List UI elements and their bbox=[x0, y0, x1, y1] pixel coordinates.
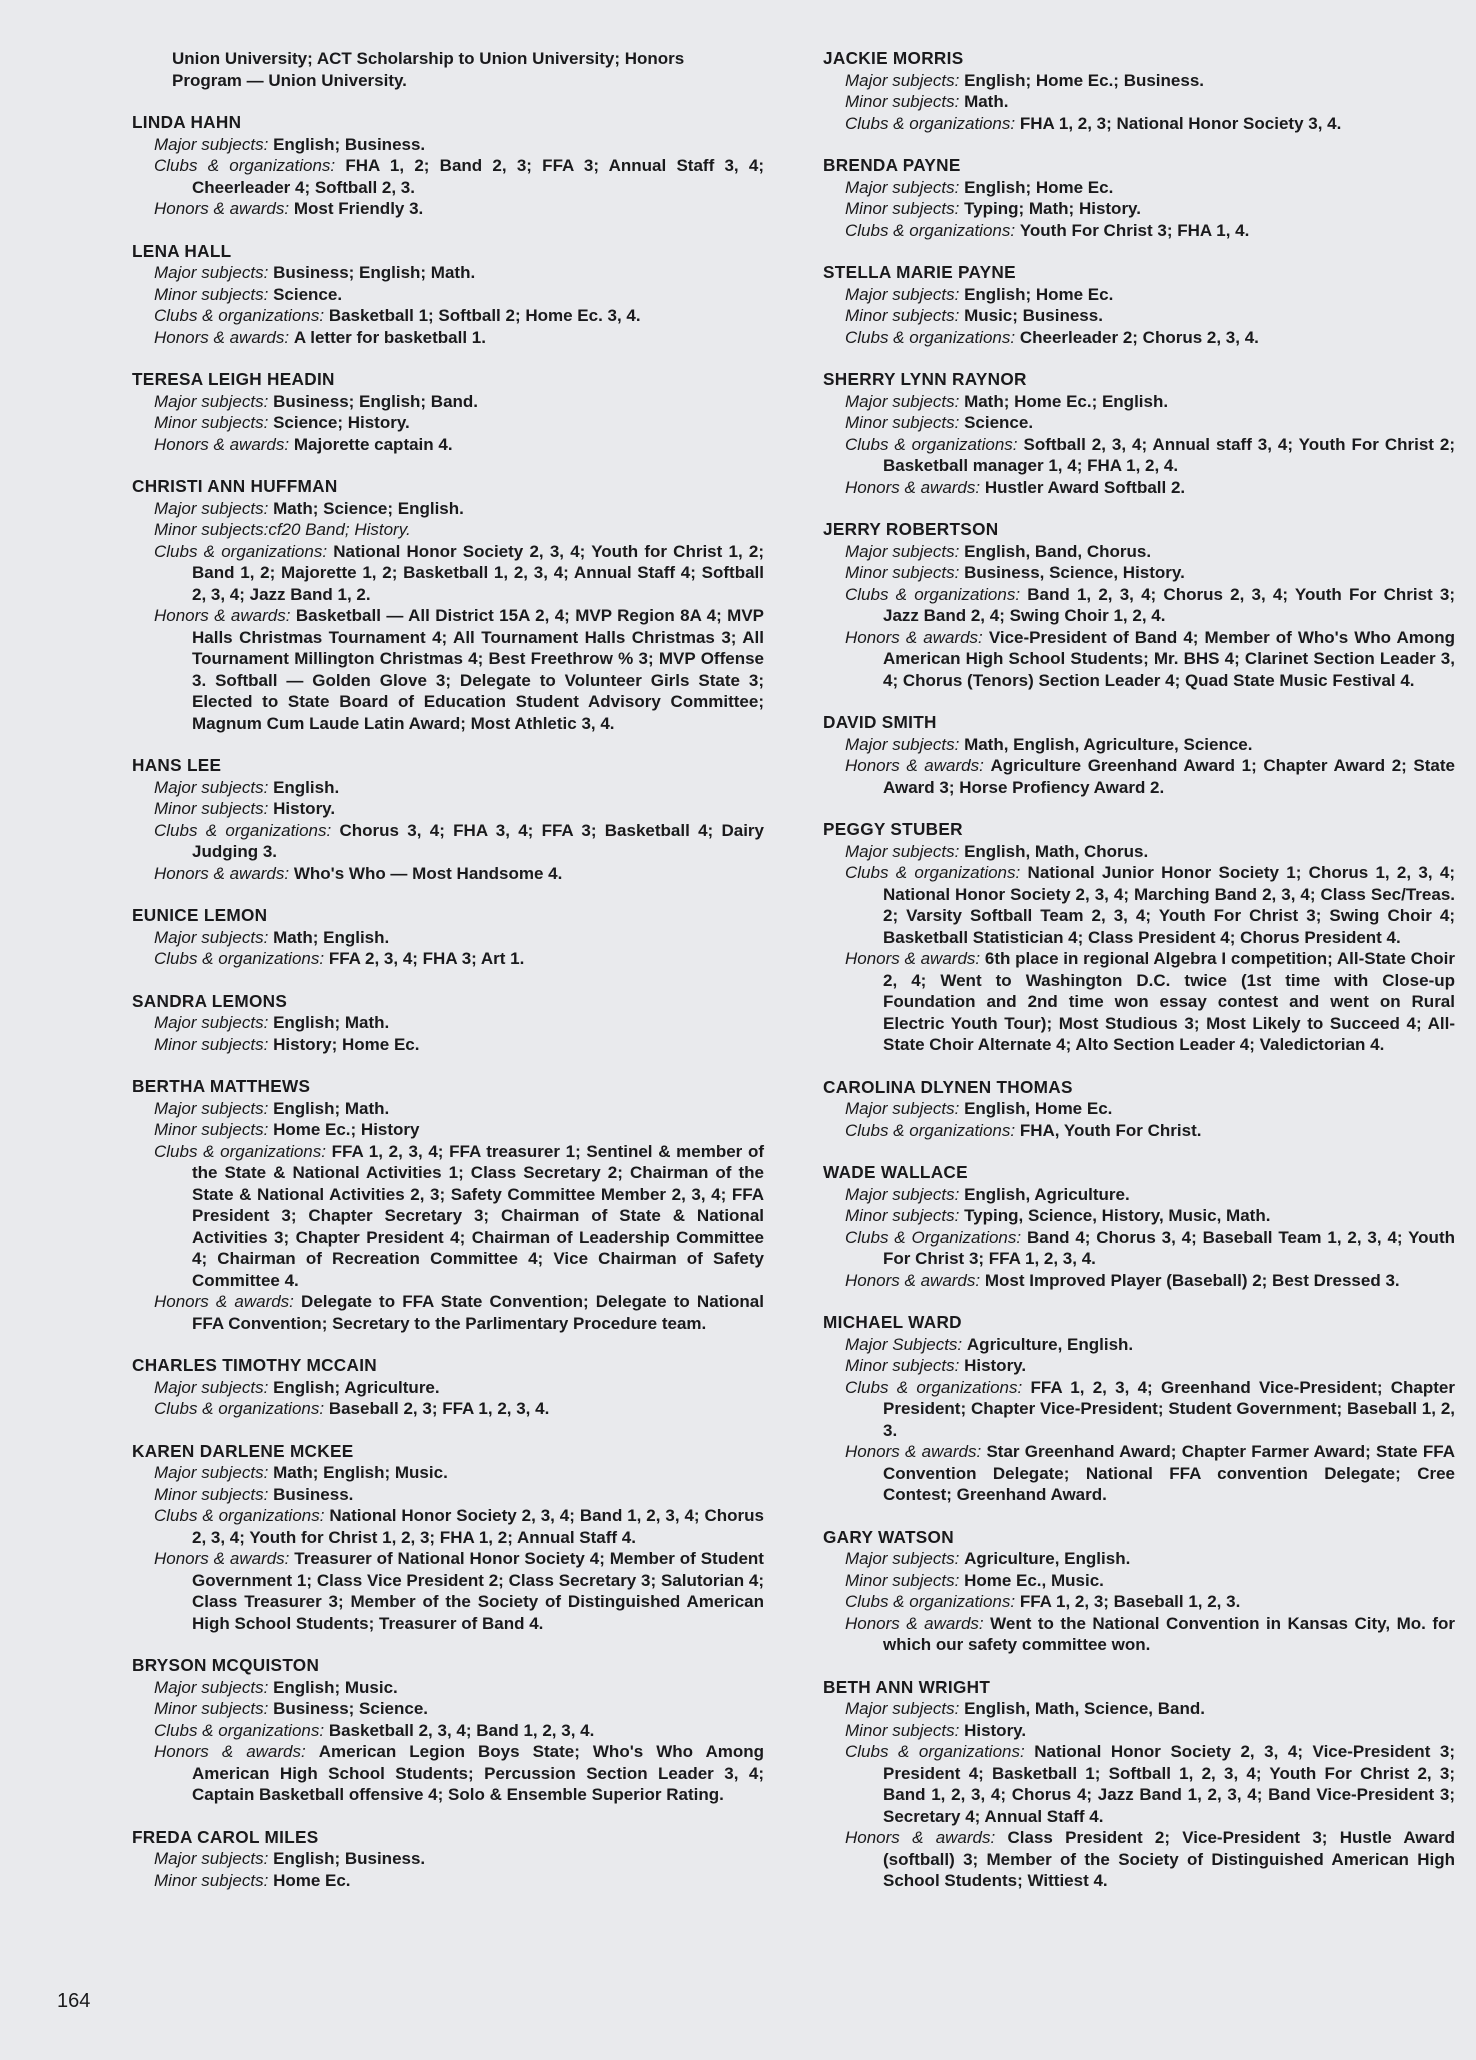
student-name: EUNICE LEMON bbox=[132, 905, 268, 925]
field-value: Business; Science. bbox=[273, 1699, 429, 1718]
entry-field bbox=[132, 1741, 764, 1806]
field-label: Major subjects: bbox=[845, 734, 960, 754]
field-value: English. bbox=[273, 777, 340, 797]
entry-field bbox=[823, 841, 1455, 863]
field-value: English; Business. bbox=[273, 134, 426, 154]
student-entry bbox=[823, 155, 1455, 241]
entry-field bbox=[823, 198, 1455, 220]
student-name: TERESA LEIGH HEADIN bbox=[132, 369, 335, 389]
field-label: Honors & awards: bbox=[845, 949, 981, 968]
left-column bbox=[132, 48, 764, 1912]
field-value: English; Math. bbox=[273, 1098, 390, 1118]
field-label: Clubs & organizations: bbox=[154, 1399, 325, 1418]
student-name: BRYSON MCQUISTON bbox=[132, 1655, 320, 1675]
student-name: HANS LEE bbox=[132, 755, 222, 775]
student-entry bbox=[823, 1162, 1455, 1291]
field-label: Honors & awards: bbox=[154, 434, 290, 454]
entry-field bbox=[132, 605, 764, 734]
field-label: Major subjects: bbox=[845, 391, 960, 411]
field-label: Clubs & Organizations: bbox=[845, 1227, 1022, 1247]
student-name: SANDRA LEMONS bbox=[132, 990, 288, 1011]
student-entry bbox=[132, 241, 764, 349]
field-value: Basketball 1; Softball 2; Home Ec. 3, 4. bbox=[328, 306, 641, 325]
field-label: Major subjects: bbox=[154, 927, 269, 947]
field-value: English; Music. bbox=[273, 1677, 398, 1697]
field-label: Minor subjects: bbox=[845, 1356, 960, 1375]
student-name: BERTHA MATTHEWS bbox=[132, 1076, 311, 1096]
field-label: Major subjects: bbox=[154, 1377, 269, 1397]
entry-field bbox=[823, 1720, 1455, 1742]
entry-field bbox=[132, 1141, 764, 1292]
field-label: Major subjects: bbox=[154, 1098, 269, 1118]
student-name: WADE WALLACE bbox=[823, 1162, 968, 1182]
entry-field bbox=[823, 1741, 1455, 1827]
field-value: Home Ec., Music. bbox=[964, 1570, 1104, 1590]
field-value: English; Home Ec. bbox=[964, 284, 1114, 304]
field-label: Major subjects: bbox=[845, 70, 960, 90]
field-value: English; Home Ec. bbox=[964, 177, 1114, 197]
field-value: Science; History. bbox=[273, 413, 410, 432]
entry-field bbox=[823, 70, 1455, 92]
student-entry bbox=[823, 262, 1455, 348]
field-label: Honors & awards: bbox=[154, 1549, 290, 1568]
field-label: Major Subjects: bbox=[845, 1334, 963, 1354]
entry-field bbox=[132, 1870, 764, 1892]
field-value: English; Agriculture. bbox=[273, 1377, 440, 1397]
field-value: National Honor Society 2, 3, 4; Vice-President 3; President 4; Basketball 1; Softball 1, 2, 3, 4; Youth For Christ 2, 3; Band 1, 2, 3, 4; Chorus 4; Jazz Band 1, 2, 3, 4; Band Vice-President 3; Secretary 4; Annual Staff 4. bbox=[883, 1742, 1456, 1826]
right-entries bbox=[823, 48, 1455, 1892]
field-label: Minor subjects:cf20 Band; History. bbox=[154, 520, 411, 539]
student-entry bbox=[132, 476, 764, 734]
field-label: Major subjects: bbox=[845, 541, 960, 561]
field-label: Major subjects: bbox=[845, 1549, 960, 1568]
entry-field bbox=[132, 1848, 764, 1870]
field-value: Science. bbox=[964, 413, 1034, 432]
field-value: National Honor Society 2, 3, 4; Band 1, 2, 3, 4; Chorus 2, 3, 4; Youth for Christ 1, 2, 3; FHA 1, 2; Annual Staff 4. bbox=[192, 1506, 764, 1547]
field-label: Clubs & organizations: bbox=[845, 434, 1018, 454]
entry-field bbox=[132, 798, 764, 820]
field-value: FHA, Youth For Christ. bbox=[1019, 1120, 1202, 1140]
field-value: Agriculture, English. bbox=[966, 1334, 1134, 1354]
student-entry bbox=[132, 1441, 764, 1635]
field-label: Major subjects: bbox=[154, 1013, 269, 1032]
entry-field bbox=[132, 1377, 764, 1399]
field-label: Honors & awards: bbox=[154, 606, 291, 625]
field-label: Minor subjects: bbox=[154, 1484, 269, 1504]
entry-field bbox=[132, 1012, 764, 1034]
entry-field bbox=[823, 434, 1455, 477]
field-value: Music; Business. bbox=[964, 306, 1103, 325]
field-label: Minor subjects: bbox=[154, 1699, 269, 1718]
field-value: Business, Science, History. bbox=[964, 563, 1185, 582]
field-label: Major subjects: bbox=[845, 284, 960, 304]
field-label: Major subjects: bbox=[154, 1463, 269, 1482]
field-label: Honors & awards: bbox=[845, 1613, 984, 1633]
field-value: Who's Who — Most Handsome 4. bbox=[293, 863, 563, 883]
field-label: Minor subjects: bbox=[845, 306, 960, 325]
field-label: Minor subjects: bbox=[845, 1206, 960, 1225]
field-value: Math; Home Ec.; English. bbox=[964, 391, 1169, 411]
field-value: Cheerleader 2; Chorus 2, 3, 4. bbox=[1019, 327, 1259, 347]
entry-field bbox=[132, 1698, 764, 1720]
field-label: Major subjects: bbox=[154, 498, 269, 518]
entry-field bbox=[132, 198, 764, 220]
student-name: FREDA CAROL MILES bbox=[132, 1826, 319, 1847]
student-entry bbox=[132, 991, 764, 1056]
field-label: Minor subjects: bbox=[154, 1120, 269, 1139]
student-entry bbox=[823, 48, 1455, 134]
field-value: English, Band, Chorus. bbox=[964, 541, 1152, 561]
student-entry bbox=[823, 1527, 1455, 1656]
student-name: CHRISTI ANN HUFFMAN bbox=[132, 476, 338, 496]
field-value: National Honor Society 2, 3, 4; Youth for Christ 1, 2; Band 1, 2; Majorette 1, 2; Basketball 1, 2, 3, 4; Annual Staff 4; Softball 2, 3, 4; Jazz Band 1, 2. bbox=[192, 541, 764, 604]
field-label: Minor subjects: bbox=[845, 413, 960, 432]
field-value: 6th place in regional Algebra I competition; All-State Choir 2, 4; Went to Washington D.C. twice (1st time with Close-up Foundation and 2nd time won essay contest and went on Rural Electric Youth Tour); Most Studious 3; Most Likely to Succeed 4; All-State Choir Alternate 4; Alto Section Leader 4; Valedictorian 4. bbox=[883, 949, 1455, 1054]
field-value: Business; English; Math. bbox=[273, 263, 476, 282]
field-value: FFA 1, 2, 3, 4; FFA treasurer 1; Sentinel & member of the State & National Activities 1; Class Secretary 2; Chairman of the State & National Activities 2, 3; Safety Committee Member 2, 3, 4; FFA President 3; Chapter Secretary 3; Chairman of State & National Activities 3; Chapter President 4; Chairman of Leadership Committee 4; Chairman of Recreation Committee 4; Vice Chairman of Safety Committee 4. bbox=[192, 1141, 764, 1290]
entry-field bbox=[132, 1398, 764, 1420]
field-value: Star Greenhand Award; Chapter Farmer Award; State FFA Convention Delegate; National FFA convention Delegate; Cree Contest; Greenhand Award. bbox=[883, 1442, 1455, 1504]
field-value: Band 4; Chorus 3, 4; Baseball Team 1, 2, 3, 4; Youth For Christ 3; FFA 1, 2, 3, 4. bbox=[883, 1227, 1455, 1268]
student-name: BETH ANN WRIGHT bbox=[823, 1676, 991, 1697]
entry-field bbox=[823, 1205, 1455, 1227]
field-value: English, Math, Chorus. bbox=[964, 841, 1149, 861]
field-label: Honors & awards: bbox=[845, 477, 981, 497]
entry-field bbox=[823, 477, 1455, 499]
field-value: History. bbox=[273, 799, 336, 818]
entry-field bbox=[823, 1591, 1455, 1613]
field-label: Clubs & organizations: bbox=[845, 327, 1016, 347]
entry-field bbox=[132, 391, 764, 413]
entry-field bbox=[132, 1484, 764, 1506]
field-value: FHA 1, 2; Band 2, 3; FFA 3; Annual Staff 3, 4; Cheerleader 4; Softball 2, 3. bbox=[192, 156, 764, 197]
field-label: Clubs & organizations: bbox=[154, 1720, 325, 1740]
student-entry bbox=[132, 1076, 764, 1334]
student-name: STELLA MARIE PAYNE bbox=[823, 262, 1016, 282]
field-value: FHA 1, 2, 3; National Honor Society 3, 4. bbox=[1019, 113, 1342, 133]
student-name: JERRY ROBERTSON bbox=[823, 519, 999, 539]
entry-field bbox=[132, 412, 764, 434]
field-value: Went to the National Convention in Kansas City, Mo. for which our safety committee won. bbox=[883, 1613, 1455, 1654]
student-entry bbox=[132, 1827, 764, 1892]
entry-field bbox=[823, 1270, 1455, 1292]
student-entry bbox=[823, 1677, 1455, 1892]
field-value: English; Math. bbox=[273, 1013, 390, 1032]
student-name: MICHAEL WARD bbox=[823, 1312, 962, 1332]
entry-field bbox=[132, 519, 764, 541]
entry-field bbox=[823, 1227, 1455, 1270]
field-value: Treasurer of National Honor Society 4; Member of Student Government 1; Class Vice President 2; Class Secretary 3; Salutorian 4; Class Treasurer 3; Member of the Society of Distinguished American High School Students; Treasurer of Band 4. bbox=[192, 1549, 764, 1633]
entry-field bbox=[823, 305, 1455, 327]
field-label: Major subjects: bbox=[154, 777, 269, 797]
continued-line-1: Union University; ACT Scholarship to Union University; Honors bbox=[172, 49, 685, 68]
student-entry bbox=[132, 1355, 764, 1420]
entry-field bbox=[823, 1355, 1455, 1377]
entry-field bbox=[132, 284, 764, 306]
student-entry bbox=[823, 1312, 1455, 1506]
entry-field bbox=[823, 327, 1455, 349]
field-value: A letter for basketball 1. bbox=[293, 327, 486, 347]
field-label: Major subjects: bbox=[845, 1099, 960, 1118]
entry-field bbox=[132, 1034, 764, 1056]
entry-field bbox=[132, 134, 764, 156]
field-value: Chorus 3, 4; FHA 3, 4; FFA 3; Basketball 4; Dairy Judging 3. bbox=[192, 820, 765, 861]
field-value: National Junior Honor Society 1; Chorus 1, 2, 3, 4; National Honor Society 2, 3, 4; Marching Band 2, 3, 4; Class Sec/Treas. 2; Varsity Softball Team 2, 3, 4; Youth For Christ 3; Swing Choir 4; Basketball Statistician 4; Class President 4; Chorus President 4. bbox=[883, 863, 1455, 947]
entry-field bbox=[823, 627, 1455, 692]
field-label: Clubs & organizations: bbox=[154, 1141, 326, 1161]
field-label: Minor subjects: bbox=[845, 1570, 960, 1590]
field-value: FFA 1, 2, 3, 4; Greenhand Vice-President; Chapter President; Chapter Vice-President; Student Government; Baseball 1, 2, 3. bbox=[883, 1377, 1455, 1440]
field-value: Delegate to FFA State Convention; Delegate to National FFA Convention; Secretary to the Parlimentary Procedure team. bbox=[192, 1292, 764, 1333]
field-value: History. bbox=[964, 1720, 1027, 1740]
field-label: Minor subjects: bbox=[845, 199, 960, 218]
field-value: English, Math, Science, Band. bbox=[964, 1699, 1205, 1718]
entry-field bbox=[823, 1441, 1455, 1506]
field-label: Clubs & organizations: bbox=[154, 541, 328, 561]
field-value: History. bbox=[964, 1356, 1027, 1375]
field-value: English, Home Ec. bbox=[964, 1099, 1113, 1118]
field-label: Minor subjects: bbox=[154, 413, 269, 432]
field-label: Major subjects: bbox=[845, 1699, 960, 1718]
field-label: Major subjects: bbox=[845, 177, 960, 197]
student-name: CHARLES TIMOTHY MCCAIN bbox=[132, 1355, 377, 1375]
right-column bbox=[823, 48, 1455, 1913]
field-label: Major subjects: bbox=[154, 1677, 269, 1697]
entry-field bbox=[132, 155, 764, 198]
student-name: JACKIE MORRIS bbox=[823, 48, 964, 68]
field-label: Honors & awards: bbox=[845, 756, 984, 775]
student-name: SHERRY LYNN RAYNOR bbox=[823, 369, 1027, 389]
student-name: GARY WATSON bbox=[823, 1526, 954, 1547]
student-entry bbox=[132, 369, 764, 455]
entry-field bbox=[823, 91, 1455, 113]
entry-field bbox=[823, 755, 1455, 798]
entry-field bbox=[823, 412, 1455, 434]
continued-line-2: Program — Union University. bbox=[172, 70, 407, 90]
field-label: Clubs & organizations: bbox=[845, 113, 1016, 133]
entry-field bbox=[823, 113, 1455, 135]
field-label: Clubs & organizations: bbox=[154, 1506, 325, 1525]
field-value: History; Home Ec. bbox=[273, 1034, 420, 1054]
field-label: Honors & awards: bbox=[154, 327, 290, 347]
field-value: Basketball — All District 15A 2, 4; MVP Region 8A 4; MVP Halls Christmas Tournament 4; All Tournament Halls Christmas 3; All Tournament Millington Christmas 4; Best Freethrow % 3; MVP Offense 3. Softball — Golden Glove 3; Delegate to Volunteer Girls State 3; Elected to State Board of Education Student Advisory Committee; Magnum Cum Laude Latin Award; Most Athletic 3, 4. bbox=[192, 606, 764, 733]
field-label: Major subjects: bbox=[154, 1849, 269, 1868]
entry-field bbox=[823, 220, 1455, 242]
entry-field bbox=[132, 1462, 764, 1484]
field-label: Clubs & organizations: bbox=[845, 1592, 1016, 1611]
field-value: English, Agriculture. bbox=[964, 1184, 1130, 1204]
entry-field bbox=[132, 863, 764, 885]
field-value: Math; English. bbox=[273, 927, 390, 947]
entry-field bbox=[823, 1184, 1455, 1206]
entry-field bbox=[823, 1548, 1455, 1570]
student-entry bbox=[132, 905, 764, 970]
entry-field bbox=[823, 284, 1455, 306]
entry-field bbox=[132, 820, 764, 863]
field-value: Typing, Science, History, Music, Math. bbox=[964, 1206, 1271, 1225]
field-label: Minor subjects: bbox=[845, 1720, 960, 1740]
field-value: Vice-President of Band 4; Member of Who's Who Among American High School Students; Mr. BHS 4; Clarinet Section Leader 3, 4; Chorus (Tenors) Section Leader 4; Quad State Music Festival 4. bbox=[883, 627, 1455, 690]
field-label: Honors & awards: bbox=[845, 1828, 996, 1847]
entry-field bbox=[823, 1698, 1455, 1720]
field-label: Minor subjects: bbox=[154, 284, 269, 304]
entry-field bbox=[132, 1720, 764, 1742]
entry-field bbox=[132, 927, 764, 949]
entry-field bbox=[823, 734, 1455, 756]
entry-field bbox=[823, 177, 1455, 199]
entry-field bbox=[132, 498, 764, 520]
field-value: English; Business. bbox=[273, 1849, 426, 1868]
entry-field bbox=[823, 1377, 1455, 1442]
entry-field bbox=[132, 262, 764, 284]
entry-field bbox=[823, 862, 1455, 948]
field-label: Minor subjects: bbox=[845, 563, 960, 582]
field-label: Minor subjects: bbox=[154, 1034, 269, 1054]
field-value: Most Improved Player (Baseball) 2; Best Dressed 3. bbox=[984, 1270, 1400, 1290]
student-entry bbox=[132, 1655, 764, 1806]
field-label: Clubs & organizations: bbox=[845, 863, 1021, 882]
entry-field bbox=[823, 562, 1455, 584]
entry-field bbox=[823, 948, 1455, 1056]
field-value: Home Ec. bbox=[273, 1870, 351, 1890]
student-name: LINDA HAHN bbox=[132, 112, 242, 132]
field-value: Softball 2, 3, 4; Annual staff 3, 4; Youth For Christ 2; Basketball manager 1, 4; FHA 1, 2, 4. bbox=[883, 434, 1455, 475]
entry-field bbox=[823, 1334, 1455, 1356]
field-label: Honors & awards: bbox=[154, 1742, 306, 1761]
field-label: Honors & awards: bbox=[845, 1270, 981, 1290]
field-value: Most Friendly 3. bbox=[293, 199, 424, 218]
field-value: Math, English, Agriculture, Science. bbox=[964, 734, 1253, 754]
field-value: Math; English; Music. bbox=[273, 1463, 448, 1482]
entry-field bbox=[132, 434, 764, 456]
field-value: Agriculture, English. bbox=[964, 1549, 1131, 1568]
field-value: Agriculture Greenhand Award 1; Chapter Award 2; State Award 3; Horse Profiency Award 2. bbox=[883, 756, 1455, 797]
field-label: Honors & awards: bbox=[154, 863, 290, 883]
student-entry bbox=[823, 519, 1455, 691]
field-value: Majorette captain 4. bbox=[293, 434, 453, 454]
field-label: Major subjects: bbox=[154, 391, 269, 411]
field-label: Minor subjects: bbox=[154, 1870, 269, 1890]
student-entry bbox=[132, 755, 764, 884]
field-label: Major subjects: bbox=[154, 263, 269, 282]
field-label: Clubs & organizations: bbox=[845, 584, 1021, 604]
student-entry bbox=[823, 819, 1455, 1056]
student-name: BRENDA PAYNE bbox=[823, 155, 961, 175]
field-label: Clubs & organizations: bbox=[845, 220, 1016, 240]
field-value: Basketball 2, 3, 4; Band 1, 2, 3, 4. bbox=[328, 1720, 595, 1740]
student-entry bbox=[132, 112, 764, 220]
page-number: 164 bbox=[57, 1990, 91, 2012]
field-label: Honors & awards: bbox=[845, 1442, 982, 1461]
field-value: Math. bbox=[964, 92, 1009, 111]
field-value: Business; English; Band. bbox=[273, 391, 479, 411]
field-label: Honors & awards: bbox=[845, 627, 983, 647]
student-name: KAREN DARLENE MCKEE bbox=[132, 1440, 354, 1461]
field-label: Major subjects: bbox=[845, 841, 960, 861]
field-value: FFA 1, 2, 3; Baseball 1, 2, 3. bbox=[1019, 1592, 1241, 1611]
field-label: Clubs & organizations: bbox=[845, 1120, 1016, 1140]
field-value: Math; Science; English. bbox=[273, 498, 464, 518]
field-value: Typing; Math; History. bbox=[964, 199, 1141, 218]
entry-field bbox=[823, 1827, 1455, 1892]
entry-field bbox=[132, 1677, 764, 1699]
field-value: Band 1, 2, 3, 4; Chorus 2, 3, 4; Youth For Christ 3; Jazz Band 2, 4; Swing Choir 1, 2, 4. bbox=[883, 584, 1456, 625]
entry-field bbox=[823, 391, 1455, 413]
field-value: Class President 2; Vice-President 3; Hustle Award (softball) 3; Member of the Society of Distinguished American High School Students; Wittiest 4. bbox=[883, 1828, 1455, 1890]
field-value: Home Ec.; History bbox=[273, 1120, 420, 1139]
field-value: FFA 2, 3, 4; FHA 3; Art 1. bbox=[328, 949, 525, 968]
field-value: English; Home Ec.; Business. bbox=[964, 70, 1205, 90]
student-name: PEGGY STUBER bbox=[823, 819, 963, 839]
field-value: Hustler Award Softball 2. bbox=[984, 477, 1186, 497]
field-label: Minor subjects: bbox=[154, 799, 269, 818]
entry-field bbox=[132, 1505, 764, 1548]
field-label: Clubs & organizations: bbox=[154, 156, 336, 175]
field-value: Science. bbox=[273, 284, 343, 304]
field-label: Minor subjects: bbox=[845, 92, 960, 111]
field-label: Major subjects: bbox=[845, 1184, 960, 1204]
field-label: Clubs & organizations: bbox=[845, 1742, 1025, 1761]
student-entry bbox=[823, 369, 1455, 498]
field-label: Clubs & organizations: bbox=[154, 306, 325, 325]
student-name: CAROLINA DLYNEN THOMAS bbox=[823, 1076, 1073, 1097]
entry-field bbox=[132, 1291, 764, 1334]
field-value: Business. bbox=[273, 1484, 354, 1504]
entry-field bbox=[823, 1120, 1455, 1142]
entry-field bbox=[132, 541, 764, 606]
student-name: DAVID SMITH bbox=[823, 712, 937, 732]
entry-field bbox=[132, 327, 764, 349]
student-entry bbox=[823, 712, 1455, 798]
entry-field bbox=[823, 1613, 1455, 1656]
field-value: Youth For Christ 3; FHA 1, 4. bbox=[1019, 220, 1250, 240]
entry-field bbox=[132, 1119, 764, 1141]
entry-field bbox=[823, 541, 1455, 563]
entry-field bbox=[823, 584, 1455, 627]
field-value: American Legion Boys State; Who's Who Among American High School Students; Percussion Section Leader 3, 4; Captain Basketball offensive 4; Solo & Ensemble Superior Rating. bbox=[192, 1742, 764, 1804]
field-label: Clubs & organizations: bbox=[845, 1377, 1023, 1397]
entry-field bbox=[132, 777, 764, 799]
entry-field bbox=[132, 1098, 764, 1120]
entry-field bbox=[823, 1098, 1455, 1120]
field-label: Honors & awards: bbox=[154, 199, 290, 218]
left-entries bbox=[132, 112, 764, 1891]
continued-entry-text bbox=[172, 48, 764, 91]
entry-field bbox=[132, 948, 764, 970]
field-value: Baseball 2, 3; FFA 1, 2, 3, 4. bbox=[328, 1399, 550, 1418]
field-label: Honors & awards: bbox=[154, 1292, 294, 1311]
field-label: Clubs & organizations: bbox=[154, 949, 325, 968]
field-label: Major subjects: bbox=[154, 134, 269, 154]
entry-field bbox=[823, 1570, 1455, 1592]
student-name: LENA HALL bbox=[132, 240, 232, 261]
student-entry bbox=[823, 1077, 1455, 1142]
entry-field bbox=[132, 305, 764, 327]
entry-field bbox=[132, 1548, 764, 1634]
field-label: Clubs & organizations: bbox=[154, 820, 332, 840]
